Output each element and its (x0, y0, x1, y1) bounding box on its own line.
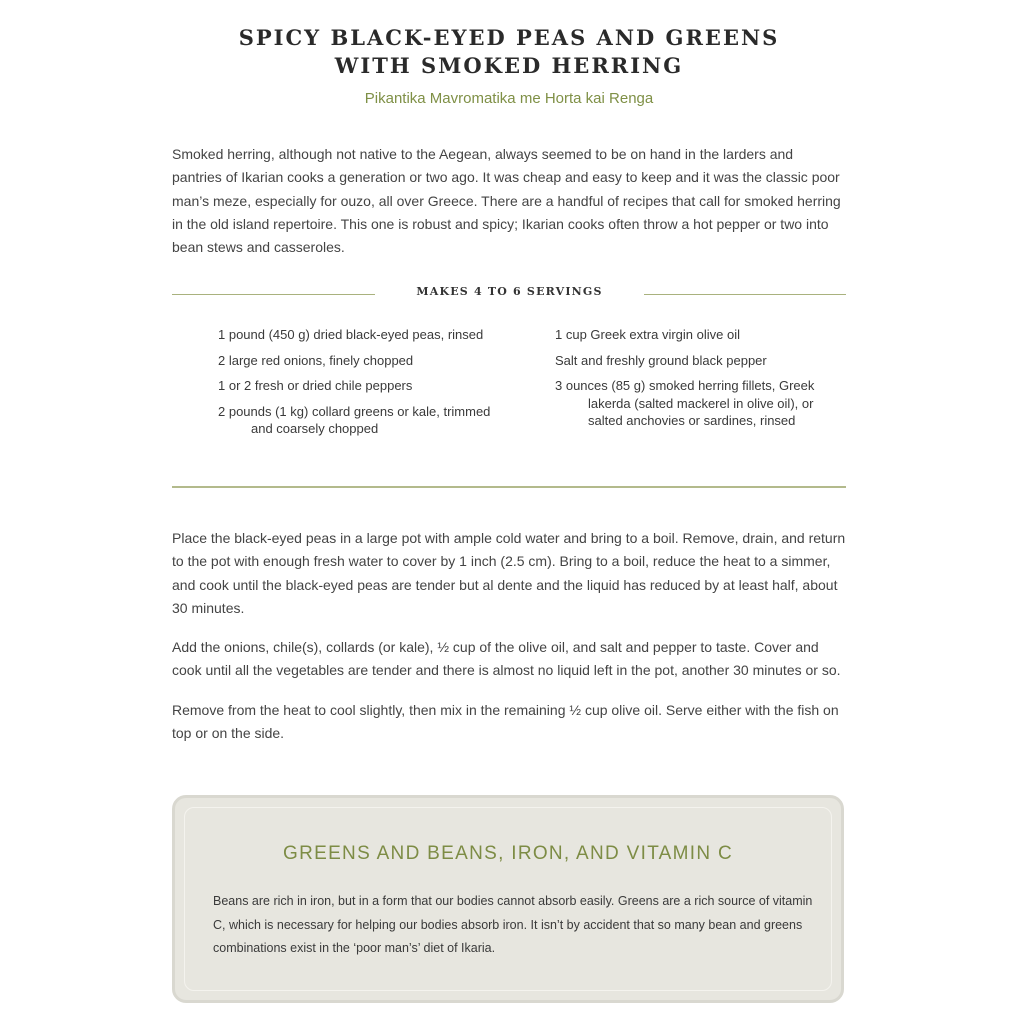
servings-rule-left (172, 294, 375, 295)
ingredients-divider (172, 486, 846, 488)
servings-row (172, 285, 846, 303)
recipe-intro: Smoked herring, although not native to the Aegean, always seemed to be on hand in the larders and pantries of Ikarian cooks a generation or two ago. It was cheap and easy to keep and it was the classic poor man’s meze, especially for ouzo, all over Greece. There are a handful of recipes that call for smoked herring in the old island repertoire. This one is robust and spicy; Ikarian cooks often throw a hot pepper or two into bean stews and casseroles. (172, 146, 841, 256)
method-step: Add the onions, chile(s), collards (or kale), ½ cup of the olive oil, and salt and pepper to taste. Cover and cook until all the vegetables are tender and there is almost no liquid left in the pot, another 30 minutes or so. (172, 639, 841, 679)
ingredient-item: 1 pound (450 g) dried black-eyed peas, rinsed (218, 327, 484, 342)
recipe-subtitle: Pikantika Mavromatika me Horta kai Renga (364, 90, 654, 107)
ingredient-item: 1 or 2 fresh or dried chile peppers (218, 378, 413, 393)
sidebar-body: Beans are rich in iron, but in a form that our bodies cannot absorb easily. Greens are a rich source of vitamin C, which is necessary for helping our bodies absorb iron. It isn’t by accident that so many bean and greens combinations exist in the ‘poor man’s’ diet of Ikaria. (213, 894, 813, 955)
ingredients-right-column (555, 326, 845, 438)
ingredient-item: 2 pounds (1 kg) collard greens or kale, trimmed and coarsely chopped (218, 403, 491, 436)
recipe-title-line1: SPICY BLACK-EYED PEAS AND GREENS (238, 25, 780, 50)
ingredients-left-column (218, 326, 508, 446)
ingredient-item: 3 ounces (85 g) smoked herring fillets, Greek lakerda (salted mackerel in olive oil), or salted anchovies or sardines, rinsed (555, 378, 815, 428)
sidebar-box (172, 795, 844, 1003)
ingredient-item: 2 large red onions, finely chopped (218, 352, 414, 368)
ingredient-item: 1 cup Greek extra virgin olive oil (555, 327, 740, 342)
servings-rule-right (644, 294, 846, 295)
recipe-title (172, 24, 846, 80)
method-step: Place the black-eyed peas in a large pot with ample cold water and bring to a boil. Remove, drain, and return to the pot with enough fresh water to cover by 1 inch (2.5 cm). Bring to a boil, reduce the heat to a simmer, and cook until the black-eyed peas are tender but al dente and the liquid has reduced by at least half, about 30 minutes. (172, 530, 846, 616)
method-step: Remove from the heat to cool slightly, then mix in the remaining ½ cup olive oil. Serve either with the fish on top or on the side. (172, 701, 839, 742)
method-section (172, 527, 846, 761)
servings-label: MAKES 4 TO 6 SERVINGS (416, 285, 603, 298)
ingredient-item: Salt and freshly ground black pepper (555, 352, 767, 368)
sidebar-title: GREENS AND BEANS, IRON, AND VITAMIN C (283, 843, 733, 864)
recipe-title-line2: WITH SMOKED HERRING (334, 53, 684, 78)
